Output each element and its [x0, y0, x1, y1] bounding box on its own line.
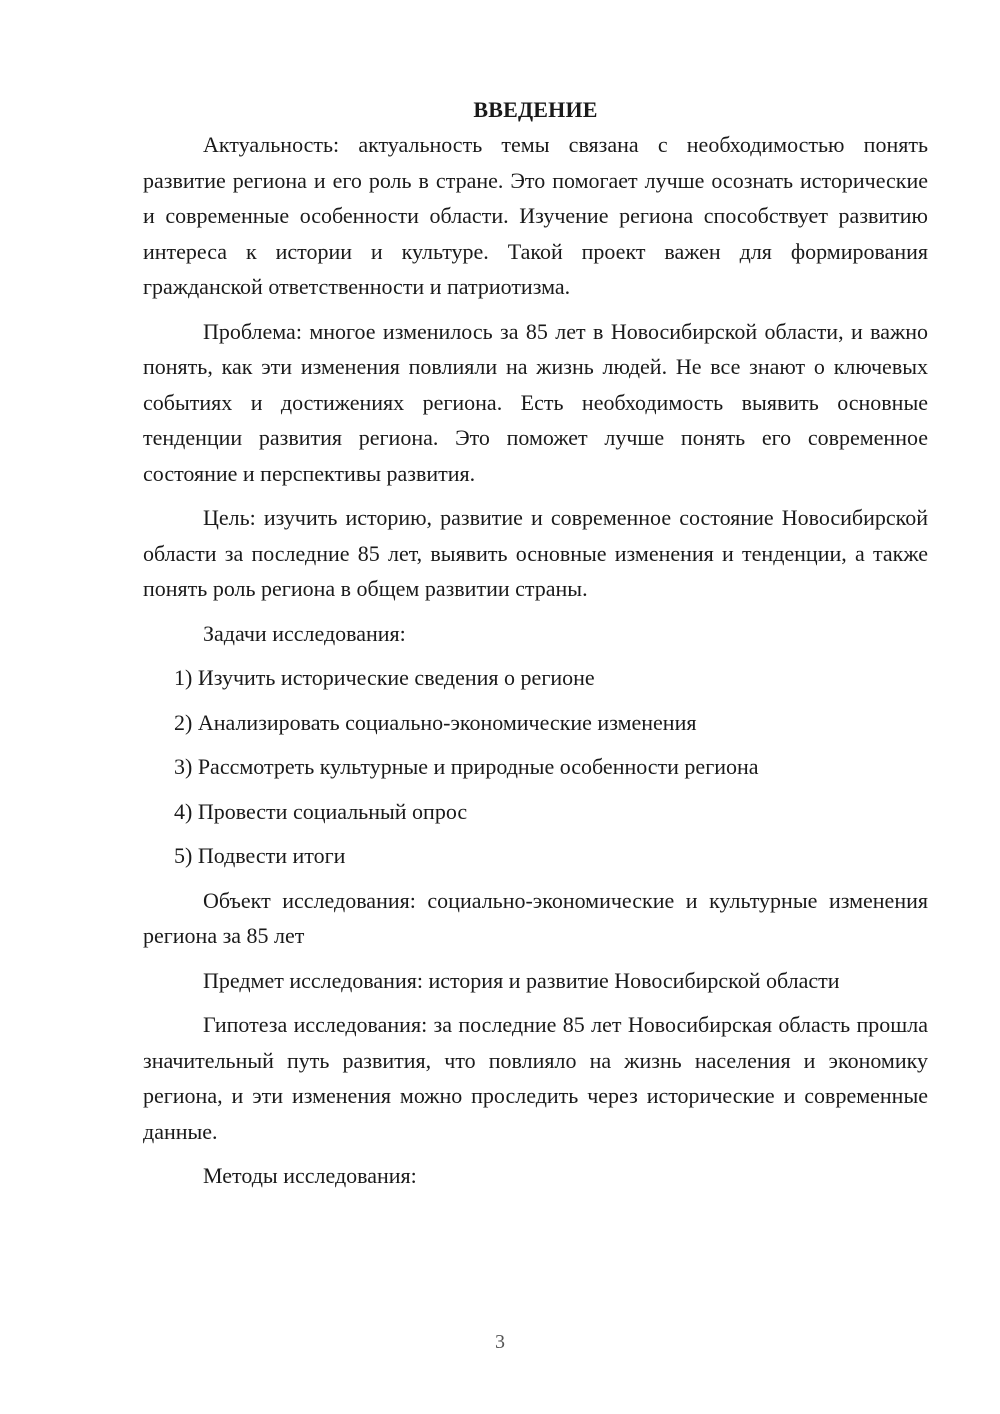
- paragraph-object: Объект исследования: социально-экономические и культурные изменения региона за 85 лет: [143, 887, 928, 948]
- paragraph-relevance: Актуальность: актуальность темы связана с необходимостью понять развитие региона и его роль в стране. Это помогает лучше осознать исторические и современные особенности области. Изучение региона способствует развитию интереса к истории и культуре. Такой проект важен для формирования гражданской ответственности и патриотизма.: [143, 132, 928, 299]
- tasks-heading: Задачи исследования:: [203, 620, 406, 646]
- paragraph-hypothesis: Гипотеза исследования: за последние 85 лет Новосибирская область прошла значительный путь развития, что повлияло на жизнь населения и экономику региона, и эти изменения можно проследить через исторические и современные данные.: [143, 1012, 928, 1144]
- methods-heading: Методы исследования:: [203, 1163, 417, 1188]
- list-item: 1) Изучить исторические сведения о регионе: [174, 665, 595, 690]
- list-item: 2) Анализировать социально-экономические изменения: [174, 709, 697, 735]
- paragraph-goal: Цель: изучить историю, развитие и современное состояние Новосибирской области за последние 85 лет, выявить основные изменения и тенденции, а также понять роль региона в общем развитии страны.: [143, 505, 928, 601]
- tasks-list: [143, 660, 928, 874]
- list-item: 5) Подвести итоги: [174, 843, 346, 868]
- document-page: [143, 92, 928, 1203]
- list-item: 3) Рассмотреть культурные и природные особенности региона: [174, 754, 759, 779]
- paragraph-problem: Проблема: многое изменилось за 85 лет в Новосибирской области, и важно понять, как эти изменения повлияли на жизнь людей. Не все знают о ключевых событиях и достижениях региона. Есть необходимость выявить основные тенденции развития региона. Это поможет лучше понять его современное состояние и перспективы развития.: [143, 318, 928, 486]
- page-number: 3: [495, 1331, 505, 1353]
- paragraph-subject: Предмет исследования: история и развитие Новосибирской области: [203, 967, 840, 993]
- document-title: ВВЕДЕНИЕ: [473, 97, 598, 122]
- list-item: 4) Провести социальный опрос: [174, 798, 468, 824]
